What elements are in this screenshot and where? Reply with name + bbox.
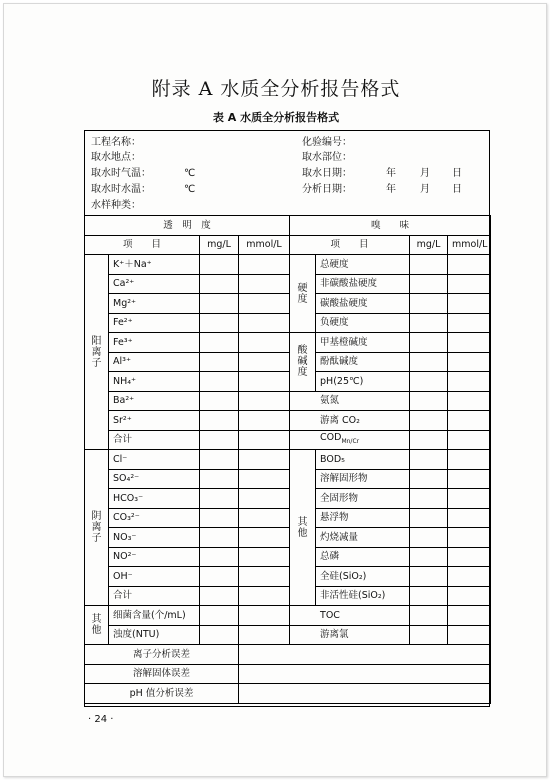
table-row	[85, 528, 491, 548]
left-mmol-value[interactable]	[239, 255, 290, 275]
cod-subscript: Mn/Cr	[341, 438, 360, 446]
left-mmol-value[interactable]	[239, 313, 290, 333]
project-name-label: 工程名称：	[91, 137, 141, 148]
right-mgl-value[interactable]	[410, 450, 448, 470]
right-item-cell: 非活性硅(SiO₂)	[316, 586, 410, 606]
table-row	[85, 372, 491, 392]
air-temp-label: 取水时气温：	[91, 168, 151, 179]
right-item-cell: 悬浮物	[316, 508, 410, 528]
transparency-odor-row	[85, 216, 491, 236]
left-mmol-header: mmol/L	[239, 235, 290, 255]
error-row-label: pH 值分析误差	[85, 684, 239, 704]
left-item-header: 项 目	[85, 235, 200, 255]
right-item-cell: TOC	[290, 606, 410, 626]
acid-alkalinity-group-label: 酸 碱 度	[290, 333, 316, 392]
right-item-cell: $COD_{Mn/Cr}$	[290, 430, 410, 450]
left-mmol-value[interactable]	[239, 352, 290, 372]
right-mgl-value[interactable]	[410, 547, 448, 567]
left-mmol-value[interactable]	[239, 411, 290, 431]
left-item-cell: Sr²⁺	[109, 411, 200, 431]
left-mgl-value[interactable]	[200, 528, 239, 548]
column-header-row	[85, 235, 491, 255]
analysis-table	[84, 215, 491, 704]
left-mmol-value[interactable]	[239, 547, 290, 567]
left-mmol-value[interactable]	[239, 508, 290, 528]
position-label: 取水部位：	[302, 152, 352, 163]
left-mgl-value[interactable]	[200, 489, 239, 509]
right-mgl-value[interactable]	[410, 430, 448, 450]
left-mgl-value[interactable]	[200, 391, 239, 411]
left-mmol-value[interactable]	[239, 333, 290, 353]
table-row	[85, 411, 491, 431]
left-item-cell: OH⁻	[109, 567, 200, 587]
right-item-cell: 碳酸盐硬度	[316, 294, 410, 314]
right-item-cell: 负硬度	[316, 313, 410, 333]
left-mmol-value[interactable]	[239, 625, 290, 645]
left-item-cell: NO₃⁻	[109, 528, 200, 548]
location-label: 取水地点：	[91, 152, 141, 163]
right-mmol-value[interactable]	[448, 274, 491, 294]
left-mgl-value[interactable]	[200, 625, 239, 645]
left-item-cell: HCO₃⁻	[109, 489, 200, 509]
table-row	[85, 508, 491, 528]
left-mmol-value[interactable]	[239, 567, 290, 587]
table-row	[85, 313, 491, 333]
other-right-group-label: 其 他	[290, 450, 316, 606]
right-item-header: 项 目	[290, 235, 410, 255]
right-mgl-value[interactable]	[410, 255, 448, 275]
right-mmol-value[interactable]	[448, 391, 491, 411]
left-mmol-value[interactable]	[239, 586, 290, 606]
left-item-cell: 浊度(NTU)	[109, 625, 200, 645]
left-item-cell: SO₄²⁻	[109, 469, 200, 489]
left-mgl-value[interactable]	[200, 586, 239, 606]
right-mmol-value[interactable]	[448, 411, 491, 431]
water-temp-unit: ℃	[184, 184, 196, 195]
right-mgl-value[interactable]	[410, 567, 448, 587]
right-mmol-value[interactable]	[448, 313, 491, 333]
error-row-label: 离子分析误差	[85, 645, 239, 665]
right-item-cell: pH(25℃)	[316, 372, 410, 392]
left-item-cell: Fe³⁺	[109, 333, 200, 353]
right-mgl-value[interactable]	[410, 508, 448, 528]
left-mgl-value[interactable]	[200, 313, 239, 333]
table-row	[85, 547, 491, 567]
left-mgl-value[interactable]	[200, 450, 239, 470]
table-row	[85, 391, 491, 411]
left-item-cell: Al³⁺	[109, 352, 200, 372]
left-item-cell: Ba²⁺	[109, 391, 200, 411]
left-mgl-header: mg/L	[200, 235, 239, 255]
right-mmol-value[interactable]	[448, 430, 491, 450]
left-mgl-value[interactable]	[200, 567, 239, 587]
appendix-title: 附录 A 水质全分析报告格式	[151, 78, 401, 100]
table-row	[85, 450, 491, 470]
right-mgl-value[interactable]	[410, 274, 448, 294]
table-row	[85, 333, 491, 353]
left-mmol-value[interactable]	[239, 469, 290, 489]
right-mgl-value[interactable]	[410, 294, 448, 314]
right-item-cell: 游离 CO₂	[290, 411, 410, 431]
left-mgl-value[interactable]	[200, 606, 239, 626]
left-item-cell: NO²⁻	[109, 547, 200, 567]
right-mgl-value[interactable]	[410, 372, 448, 392]
left-mgl-value[interactable]	[200, 352, 239, 372]
right-mgl-value[interactable]	[410, 625, 448, 645]
right-item-cell: 溶解固形物	[316, 469, 410, 489]
analysis-date-label: 分析日期：	[302, 184, 352, 195]
left-item-cell: NH₄⁺	[109, 372, 200, 392]
analysis-date-day: 日	[452, 184, 462, 195]
right-mmol-value[interactable]	[448, 294, 491, 314]
other-left-group-label: 其 他	[85, 606, 109, 645]
error-row-label: 溶解固体误差	[85, 664, 239, 684]
left-mmol-value[interactable]	[239, 430, 290, 450]
sample-date-year: 年	[386, 168, 396, 179]
right-mgl-value[interactable]	[410, 411, 448, 431]
right-mmol-value[interactable]	[448, 508, 491, 528]
right-mgl-header: mg/L	[410, 235, 448, 255]
right-item-cell: 全硅(SiO₂)	[316, 567, 410, 587]
right-mgl-value[interactable]	[410, 313, 448, 333]
right-mmol-value[interactable]	[448, 586, 491, 606]
left-mmol-value[interactable]	[239, 274, 290, 294]
left-item-cell: Fe²⁺	[109, 313, 200, 333]
page-number: · 24 ·	[88, 714, 114, 725]
sample-date-month: 月	[420, 168, 430, 179]
right-item-cell: 灼烧减量	[316, 528, 410, 548]
right-item-cell: 甲基橙碱度	[316, 333, 410, 353]
table-row	[85, 294, 491, 314]
left-mmol-value[interactable]	[239, 489, 290, 509]
left-item-cell: CO₃²⁻	[109, 508, 200, 528]
left-item-cell: Ca²⁺	[109, 274, 200, 294]
right-mgl-value[interactable]	[410, 606, 448, 626]
error-row	[85, 645, 491, 665]
table-row	[85, 567, 491, 587]
right-mgl-value[interactable]	[410, 489, 448, 509]
table-row	[85, 489, 491, 509]
right-item-cell: 氨氮	[290, 391, 410, 411]
left-mgl-value[interactable]	[200, 430, 239, 450]
left-mgl-value[interactable]	[200, 372, 239, 392]
left-mgl-value[interactable]	[200, 411, 239, 431]
sample-no-label: 化验编号：	[302, 137, 352, 148]
right-mgl-value[interactable]	[410, 333, 448, 353]
table-row	[85, 430, 491, 450]
analysis-date-year: 年	[386, 184, 396, 195]
left-mmol-value[interactable]	[239, 294, 290, 314]
anion-group-label: 阴 离 子	[85, 450, 109, 606]
error-row	[85, 664, 491, 684]
left-mgl-value[interactable]	[200, 294, 239, 314]
error-row-value[interactable]	[239, 684, 491, 704]
left-mgl-value[interactable]	[200, 469, 239, 489]
left-item-cell: Mg²⁺	[109, 294, 200, 314]
transparency-header: 透 明 度	[85, 216, 290, 236]
left-mmol-value[interactable]	[239, 450, 290, 470]
right-mmol-value[interactable]	[448, 450, 491, 470]
right-mmol-value[interactable]	[448, 528, 491, 548]
right-item-cell: 酚酞碱度	[316, 352, 410, 372]
table-row	[85, 469, 491, 489]
right-item-cell: 非碳酸盐硬度	[316, 274, 410, 294]
right-mgl-value[interactable]	[410, 352, 448, 372]
right-mmol-header: mmol/L	[448, 235, 491, 255]
hardness-group-label: 硬 度	[290, 255, 316, 333]
right-mmol-value[interactable]	[448, 372, 491, 392]
right-mgl-value[interactable]	[410, 528, 448, 548]
table-row	[85, 274, 491, 294]
odor-header: 嗅 味	[290, 216, 491, 236]
left-mmol-value[interactable]	[239, 606, 290, 626]
left-item-cell: Cl⁻	[109, 450, 200, 470]
right-mmol-value[interactable]	[448, 547, 491, 567]
right-mmol-value[interactable]	[448, 352, 491, 372]
left-mgl-value[interactable]	[200, 547, 239, 567]
water-temp-label: 取水时水温：	[91, 184, 151, 195]
sample-type-label: 水样种类：	[91, 200, 141, 211]
cation-group-label: 阳 离 子	[85, 255, 109, 450]
left-item-cell: K⁺＋Na⁺	[109, 255, 200, 275]
table-row	[85, 586, 491, 606]
left-mgl-value[interactable]	[200, 508, 239, 528]
left-mmol-value[interactable]	[239, 372, 290, 392]
right-mgl-value[interactable]	[410, 586, 448, 606]
right-item-cell: 全固形物	[316, 489, 410, 509]
air-temp-unit: ℃	[184, 168, 196, 179]
left-item-cell: 合计	[109, 430, 200, 450]
right-mgl-value[interactable]	[410, 469, 448, 489]
sample-date-day: 日	[452, 168, 462, 179]
right-mmol-value[interactable]	[448, 606, 491, 626]
left-mgl-value[interactable]	[200, 255, 239, 275]
left-item-cell: 细菌含量(个/mL)	[109, 606, 200, 626]
sample-date-label: 取水日期：	[302, 168, 352, 179]
left-mmol-value[interactable]	[239, 391, 290, 411]
table-row	[85, 255, 491, 275]
right-item-cell: 游离氯	[290, 625, 410, 645]
table-title: 表 A 水质全分析报告格式	[212, 111, 340, 124]
left-item-cell: 合计	[109, 586, 200, 606]
right-item-cell: 总磷	[316, 547, 410, 567]
table-row	[85, 606, 491, 626]
error-row-value[interactable]	[239, 664, 491, 684]
right-mgl-value[interactable]	[410, 391, 448, 411]
right-mmol-value[interactable]	[448, 333, 491, 353]
error-row	[85, 684, 491, 704]
left-mgl-value[interactable]	[200, 274, 239, 294]
left-mgl-value[interactable]	[200, 333, 239, 353]
right-item-cell: BOD₅	[316, 450, 410, 470]
error-row-value[interactable]	[239, 645, 491, 665]
right-mmol-value[interactable]	[448, 625, 491, 645]
table-row	[85, 625, 491, 645]
right-item-cell: 总硬度	[316, 255, 410, 275]
right-mmol-value[interactable]	[448, 469, 491, 489]
right-mmol-value[interactable]	[448, 489, 491, 509]
right-mmol-value[interactable]	[448, 567, 491, 587]
left-mmol-value[interactable]	[239, 528, 290, 548]
analysis-date-month: 月	[420, 184, 430, 195]
right-mmol-value[interactable]	[448, 255, 491, 275]
table-row	[85, 352, 491, 372]
